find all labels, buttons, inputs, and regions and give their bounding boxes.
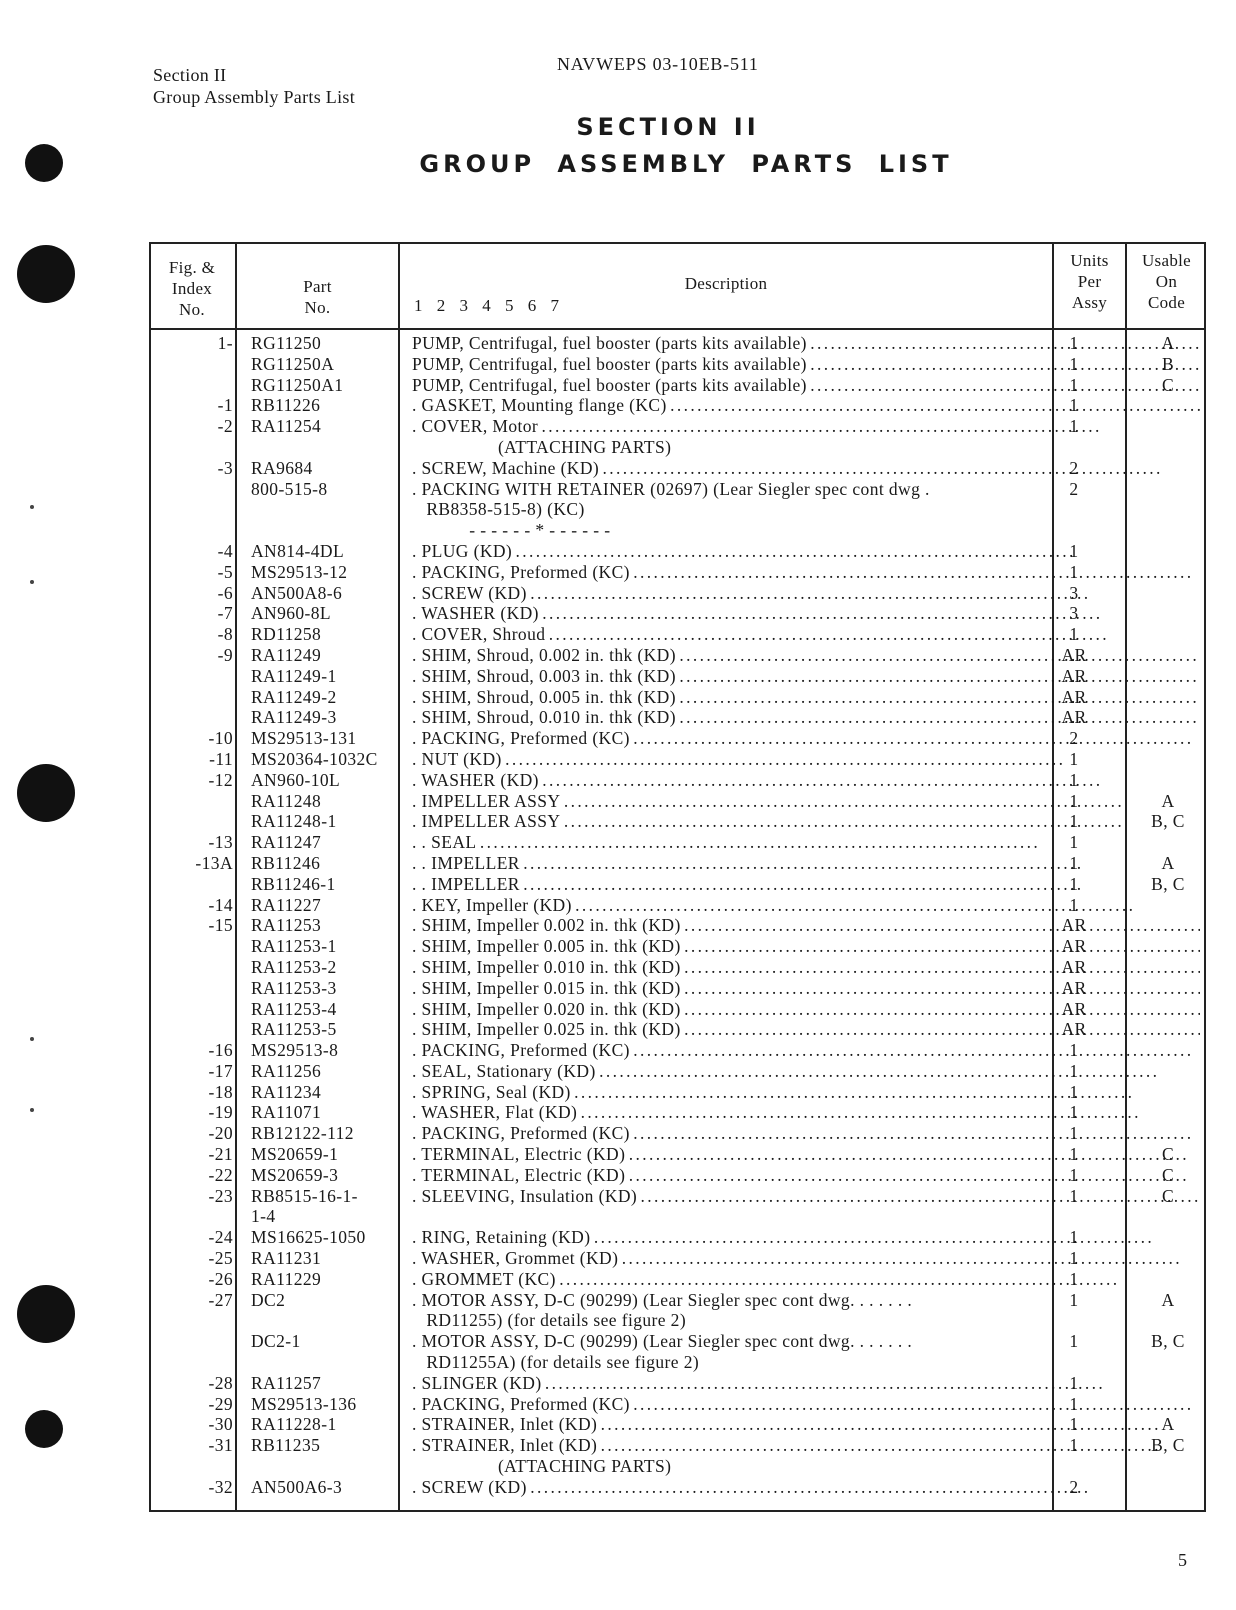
part-number-cell: RA11071: [251, 1102, 322, 1123]
table-row: [149, 333, 1206, 354]
units-per-assy-cell: 1: [1069, 1393, 1079, 1414]
description-cell: . SEAL, Stationary (KD) . . .: [412, 1061, 1200, 1082]
running-header: [153, 64, 355, 108]
description-cell: . RING, Retaining (KD) . . .: [412, 1227, 1200, 1248]
part-number-cell: RB8515-16-1-: [251, 1185, 358, 1206]
punch-hole: [17, 245, 75, 303]
description-cell: (ATTACHING PARTS): [412, 1456, 672, 1477]
col-header-units: Units Per Assy: [1070, 251, 1109, 312]
description-cell: . SHIM, Shroud, 0.003 in. thk (KD) . . .: [412, 666, 1200, 687]
table-row: [149, 395, 1206, 416]
table-row: [149, 978, 1206, 999]
part-number-cell: RB11226: [251, 395, 321, 416]
usable-on-code-cell: A: [1161, 852, 1175, 873]
units-per-assy-cell: 1: [1069, 1435, 1079, 1456]
part-number-cell: RA11253-4: [251, 998, 337, 1019]
section-label: Section II: [153, 65, 227, 85]
fig-index-cell: -11: [209, 748, 233, 769]
units-per-assy-cell: 1: [1069, 624, 1079, 645]
units-per-assy-cell: 1: [1069, 353, 1079, 374]
part-number-cell: RA11229: [251, 1268, 322, 1289]
part-number-cell: AN960-10L: [251, 769, 341, 790]
units-per-assy-cell: 1: [1069, 1040, 1079, 1061]
description-cell: . PACKING, Preformed (KC) . . .: [412, 562, 1200, 583]
table-row: [149, 1269, 1206, 1290]
part-number-cell: RA11248: [251, 790, 322, 811]
usable-on-code-cell: C: [1161, 1185, 1175, 1206]
description-cell: . WASHER, Flat (KD) . . .: [412, 1102, 1200, 1123]
table-row: [149, 1082, 1206, 1103]
table-row: [149, 1123, 1206, 1144]
part-number-cell: 800-515-8: [251, 478, 328, 499]
description-cell: . TERMINAL, Electric (KD) . . .: [412, 1144, 1200, 1165]
description-cell: . SHIM, Shroud, 0.010 in. thk (KD) . . .: [412, 707, 1200, 728]
units-per-assy-cell: 1: [1069, 1144, 1079, 1165]
table-row: [149, 499, 1206, 520]
part-number-cell: RD11258: [251, 624, 322, 645]
table-row: [149, 416, 1206, 437]
part-number-cell: RG11250A: [251, 353, 335, 374]
description-cell: . STRAINER, Inlet (KD) . . .: [412, 1414, 1200, 1435]
table-row: [149, 1165, 1206, 1186]
part-number-cell: AN960-8L: [251, 603, 331, 624]
table-row: [149, 1373, 1206, 1394]
description-cell: PUMP, Centrifugal, fuel booster (parts kits available) . . .: [412, 375, 1200, 396]
table-row: [149, 1061, 1206, 1082]
part-number-cell: MS20364-1032C: [251, 748, 378, 769]
description-cell: . SLINGER (KD) . . .: [412, 1373, 1200, 1394]
fig-index-cell: -2: [217, 416, 233, 437]
units-per-assy-cell: 1: [1069, 540, 1079, 561]
table-row: [149, 687, 1206, 708]
part-number-cell: MS29513-12: [251, 561, 348, 582]
part-number-cell: RA11256: [251, 1060, 322, 1081]
description-cell: PUMP, Centrifugal, fuel booster (parts kits available) . . .: [412, 333, 1200, 354]
usable-on-code-cell: A: [1161, 333, 1175, 353]
table-row: [149, 1477, 1206, 1498]
units-per-assy-cell: 3: [1069, 582, 1079, 603]
part-number-cell: RA11257: [251, 1372, 322, 1393]
units-per-assy-cell: 1: [1069, 1331, 1079, 1352]
description-cell: . IMPELLER ASSY . . .: [412, 811, 1200, 832]
punch-hole: [17, 764, 75, 822]
description-cell: . WASHER (KD) . . .: [412, 603, 1200, 624]
part-number-cell: RA11249: [251, 644, 322, 665]
table-row: [149, 520, 1206, 541]
part-number-cell: DC2-1: [251, 1331, 301, 1352]
part-number-cell: RB12122-112: [251, 1123, 354, 1144]
fig-index-cell: -5: [217, 561, 233, 582]
fig-index-cell: -13A: [195, 852, 233, 873]
part-number-cell: RA11248-1: [251, 811, 337, 832]
col-header-usable-code: Usable On Code: [1141, 251, 1191, 312]
fig-index-cell: -7: [217, 603, 233, 624]
description-cell: . SLEEVING, Insulation (KD) . . .: [412, 1186, 1200, 1207]
part-number-cell: RA11249-1: [251, 665, 337, 686]
description-cell: . PACKING, Preformed (KC) . . .: [412, 1123, 1200, 1144]
table-row: [149, 999, 1206, 1020]
usable-on-code-cell: A: [1161, 1289, 1175, 1310]
units-per-assy-cell: 1: [1069, 1123, 1079, 1144]
table-row: [149, 354, 1206, 375]
fig-index-cell: -23: [208, 1185, 233, 1206]
units-per-assy-cell: 1: [1069, 832, 1079, 853]
description-cell: . SCREW, Machine (KD) . . .: [412, 458, 1200, 479]
fig-index-cell: -32: [208, 1476, 233, 1497]
fig-index-cell: -19: [208, 1102, 233, 1123]
units-per-assy-cell: 1: [1069, 333, 1079, 353]
units-per-assy-cell: 1: [1069, 748, 1079, 769]
description-cell: . PLUG (KD) . . .: [412, 541, 1200, 562]
units-per-assy-cell: 2: [1069, 1476, 1079, 1497]
units-per-assy-cell: 1: [1069, 1227, 1079, 1248]
units-per-assy-cell: AR: [1061, 956, 1087, 977]
units-per-assy-cell: 1: [1069, 894, 1079, 915]
table-row: [149, 728, 1206, 749]
description-cell: . TERMINAL, Electric (KD) . . .: [412, 1165, 1200, 1186]
fig-index-cell: -24: [208, 1227, 233, 1248]
table-row: [149, 749, 1206, 770]
fig-index-cell: -6: [217, 582, 233, 603]
table-row: [149, 1186, 1206, 1207]
table-row: [149, 458, 1206, 479]
fig-index-cell: -17: [208, 1060, 233, 1081]
table-row: [149, 1206, 1206, 1227]
description-cell: . SPRING, Seal (KD) . . .: [412, 1082, 1200, 1103]
part-number-cell: RA11254: [251, 416, 322, 437]
units-per-assy-cell: AR: [1061, 998, 1087, 1019]
header-rule: [149, 328, 1206, 330]
part-number-cell: MS29513-131: [251, 728, 357, 749]
description-cell: (ATTACHING PARTS): [412, 436, 672, 457]
table-row: [149, 1227, 1206, 1248]
description-cell: . GROMMET (KC) . . .: [412, 1269, 1200, 1290]
usable-on-code-cell: B: [1161, 353, 1175, 374]
description-cell: . SHIM, Impeller 0.015 in. thk (KD) . . .: [412, 978, 1200, 999]
fig-index-cell: -26: [208, 1268, 233, 1289]
units-per-assy-cell: 1: [1069, 1372, 1079, 1393]
page-number: 5: [1178, 1550, 1187, 1570]
description-cell: . SHIM, Impeller 0.025 in. thk (KD) . . .: [412, 1019, 1200, 1040]
description-cell: . COVER, Motor . . .: [412, 416, 1200, 437]
table-row: [149, 853, 1206, 874]
fig-index-cell: -16: [208, 1040, 233, 1061]
fig-index-cell: -25: [208, 1248, 233, 1269]
table-row: [149, 1331, 1206, 1352]
units-per-assy-cell: 1: [1069, 852, 1079, 873]
units-per-assy-cell: 1: [1069, 1102, 1079, 1123]
units-per-assy-cell: AR: [1061, 686, 1087, 707]
table-row: [149, 791, 1206, 812]
table-row: [149, 583, 1206, 604]
description-cell: RD11255) (for details see figure 2): [412, 1310, 687, 1331]
description-cell: . GASKET, Mounting flange (KC) . . .: [412, 395, 1200, 416]
part-number-cell: MS16625-1050: [251, 1227, 366, 1248]
page-title-line1: SECTION II: [576, 113, 760, 141]
page-title-line2: GROUP ASSEMBLY PARTS LIST: [419, 150, 953, 178]
table-row: [149, 1414, 1206, 1435]
units-per-assy-cell: 1: [1069, 561, 1079, 582]
part-number-cell: MS20659-3: [251, 1164, 339, 1185]
usable-on-code-cell: B, C: [1151, 1435, 1185, 1456]
fig-index-cell: 1-: [217, 333, 233, 353]
table-row: [149, 437, 1206, 458]
scan-speck: [30, 580, 34, 584]
table-row: [149, 645, 1206, 666]
units-per-assy-cell: 1: [1069, 1081, 1079, 1102]
description-cell: . PACKING, Preformed (KC) . . .: [412, 1040, 1200, 1061]
description-cell: . NUT (KD) . . .: [412, 749, 1200, 770]
description-cell: PUMP, Centrifugal, fuel booster (parts kits available) . . .: [412, 354, 1200, 375]
part-number-cell: RA11253-3: [251, 977, 337, 998]
description-cell: . MOTOR ASSY, D-C (90299) (Lear Siegler spec cont dwg. . . . . . .: [412, 1289, 913, 1310]
description-cell: . WASHER (KD) . . .: [412, 770, 1200, 791]
part-number-cell: RA11249-2: [251, 686, 337, 707]
description-cell: . SHIM, Impeller 0.020 in. thk (KD) . . .: [412, 999, 1200, 1020]
usable-on-code-cell: C: [1161, 374, 1175, 395]
fig-index-cell: -12: [208, 769, 233, 790]
part-number-cell: RA11253-2: [251, 956, 337, 977]
scan-speck: [30, 505, 34, 509]
table-row: [149, 1144, 1206, 1165]
table-row: [149, 624, 1206, 645]
fig-index-cell: -13: [208, 832, 233, 853]
table-row: [149, 1394, 1206, 1415]
part-number-cell: RA11253-1: [251, 936, 337, 957]
description-cell: . SHIM, Shroud, 0.002 in. thk (KD) . . .: [412, 645, 1200, 666]
table-row: [149, 707, 1206, 728]
units-per-assy-cell: AR: [1061, 665, 1087, 686]
units-per-assy-cell: 1: [1069, 790, 1079, 811]
usable-on-code-cell: B, C: [1151, 873, 1185, 894]
table-row: [149, 666, 1206, 687]
fig-index-cell: -30: [208, 1414, 233, 1435]
part-number-cell: AN500A8-6: [251, 582, 343, 603]
units-per-assy-cell: 1: [1069, 1248, 1079, 1269]
units-per-assy-cell: AR: [1061, 915, 1087, 936]
part-number-cell: RA11234: [251, 1081, 322, 1102]
description-cell: - - - - - - * - - - - - -: [412, 520, 611, 541]
document-number: NAVWEPS 03-10EB-511: [557, 54, 759, 74]
table-row: [149, 1435, 1206, 1456]
parts-table-body: [149, 333, 1206, 1498]
part-number-cell: MS29513-8: [251, 1040, 339, 1061]
fig-index-cell: -21: [208, 1144, 233, 1165]
units-per-assy-cell: 1: [1069, 1268, 1079, 1289]
description-cell: RB8358-515-8) (KC): [412, 499, 585, 520]
part-number-cell: RG11250A1: [251, 374, 344, 395]
units-per-assy-cell: 1: [1069, 873, 1079, 894]
description-cell: . . IMPELLER . . .: [412, 874, 1200, 895]
units-per-assy-cell: AR: [1061, 977, 1087, 998]
part-number-cell: RA11247: [251, 832, 322, 853]
part-number-cell: DC2: [251, 1289, 286, 1310]
units-per-assy-cell: 1: [1069, 1185, 1079, 1206]
description-cell: . SCREW (KD) . . .: [412, 583, 1200, 604]
fig-index-cell: -20: [208, 1123, 233, 1144]
fig-index-cell: -18: [208, 1081, 233, 1102]
fig-index-cell: -1: [217, 395, 233, 416]
table-row: [149, 541, 1206, 562]
table-row: [149, 1019, 1206, 1040]
units-per-assy-cell: AR: [1061, 644, 1087, 665]
description-cell: . MOTOR ASSY, D-C (90299) (Lear Siegler spec cont dwg. . . . . . .: [412, 1331, 913, 1352]
usable-on-code-cell: A: [1161, 790, 1175, 811]
units-per-assy-cell: 2: [1069, 728, 1079, 749]
fig-index-cell: -28: [208, 1372, 233, 1393]
fig-index-cell: -3: [217, 457, 233, 478]
units-per-assy-cell: AR: [1061, 936, 1087, 957]
fig-index-cell: -10: [208, 728, 233, 749]
punch-hole: [25, 1410, 63, 1448]
description-cell: . IMPELLER ASSY . . .: [412, 791, 1200, 812]
table-row: [149, 874, 1206, 895]
part-number-cell: RA11253: [251, 915, 322, 936]
description-cell: . SHIM, Shroud, 0.005 in. thk (KD) . . .: [412, 687, 1200, 708]
description-cell: . WASHER, Grommet (KD) . . .: [412, 1248, 1200, 1269]
table-row: [149, 1040, 1206, 1061]
part-number-cell: 1-4: [251, 1206, 276, 1227]
part-number-cell: MS29513-136: [251, 1393, 357, 1414]
fig-index-cell: -27: [208, 1289, 233, 1310]
description-cell: . SCREW (KD) . . .: [412, 1477, 1200, 1498]
description-cell: . KEY, Impeller (KD) . . .: [412, 895, 1200, 916]
fig-index-cell: -4: [217, 540, 233, 561]
units-per-assy-cell: 1: [1069, 769, 1079, 790]
description-cell: . PACKING, Preformed (KC) . . .: [412, 1394, 1200, 1415]
fig-index-cell: -31: [208, 1435, 233, 1456]
usable-on-code-cell: A: [1161, 1414, 1175, 1435]
part-number-cell: MS20659-1: [251, 1144, 339, 1165]
part-number-cell: AN814-4DL: [251, 540, 345, 561]
fig-index-cell: -29: [208, 1393, 233, 1414]
table-row: [149, 562, 1206, 583]
punch-hole: [17, 1285, 75, 1343]
table-row: [149, 375, 1206, 396]
description-cell: . COVER, Shroud . . .: [412, 624, 1200, 645]
fig-index-cell: -9: [217, 644, 233, 665]
table-row: [149, 1102, 1206, 1123]
section-title: Group Assembly Parts List: [153, 87, 356, 107]
part-number-cell: RA11249-3: [251, 707, 337, 728]
description-cell: . PACKING WITH RETAINER (02697) (Lear Siegler spec cont dwg .: [412, 478, 930, 499]
scan-speck: [30, 1108, 34, 1112]
units-per-assy-cell: AR: [1061, 1019, 1087, 1040]
table-row: [149, 832, 1206, 853]
table-row: [149, 479, 1206, 500]
part-number-cell: RB11235: [251, 1435, 321, 1456]
description-cell: . STRAINER, Inlet (KD) . . .: [412, 1435, 1200, 1456]
usable-on-code-cell: C: [1161, 1164, 1175, 1185]
units-per-assy-cell: 1: [1069, 1414, 1079, 1435]
part-number-cell: RA11253-5: [251, 1019, 337, 1040]
col-header-description: Description: [684, 274, 768, 293]
usable-on-code-cell: B, C: [1151, 811, 1185, 832]
part-number-cell: RG11250: [251, 333, 322, 353]
table-row: [149, 770, 1206, 791]
table-row: [149, 1456, 1206, 1477]
table-row: [149, 811, 1206, 832]
col-header-part-no: Part No.: [303, 277, 332, 317]
units-per-assy-cell: 2: [1069, 457, 1079, 478]
units-per-assy-cell: 1: [1069, 1060, 1079, 1081]
units-per-assy-cell: 1: [1069, 374, 1079, 395]
col-header-fig-index: Fig. & Index No.: [168, 258, 216, 319]
units-per-assy-cell: AR: [1061, 707, 1087, 728]
units-per-assy-cell: 1: [1069, 1164, 1079, 1185]
table-row: [149, 936, 1206, 957]
units-per-assy-cell: 3: [1069, 603, 1079, 624]
table-row: [149, 603, 1206, 624]
table-row: [149, 1352, 1206, 1373]
description-cell: RD11255A) (for details see figure 2): [412, 1352, 700, 1373]
table-row: [149, 1290, 1206, 1311]
units-per-assy-cell: 2: [1069, 478, 1079, 499]
units-per-assy-cell: 1: [1069, 1289, 1079, 1310]
scan-speck: [30, 1037, 34, 1041]
part-number-cell: RA11227: [251, 894, 322, 915]
part-number-cell: RA11231: [251, 1248, 322, 1269]
usable-on-code-cell: C: [1161, 1144, 1175, 1165]
fig-index-cell: -15: [208, 915, 233, 936]
description-cell: . . IMPELLER . . .: [412, 853, 1200, 874]
part-number-cell: AN500A6-3: [251, 1476, 343, 1497]
indent-level-digits: 1 2 3 4 5 6 7: [414, 296, 564, 315]
part-number-cell: RB11246-1: [251, 873, 336, 894]
description-cell: . . SEAL . . .: [412, 832, 1200, 853]
table-row: [149, 1248, 1206, 1269]
description-cell: . SHIM, Impeller 0.002 in. thk (KD) . . .: [412, 915, 1200, 936]
table-row: [149, 1310, 1206, 1331]
table-row: [149, 915, 1206, 936]
units-per-assy-cell: 1: [1069, 811, 1079, 832]
description-cell: . SHIM, Impeller 0.005 in. thk (KD) . . .: [412, 936, 1200, 957]
units-per-assy-cell: 1: [1069, 395, 1079, 416]
fig-index-cell: -22: [208, 1164, 233, 1185]
fig-index-cell: -14: [208, 894, 233, 915]
part-number-cell: RB11246: [251, 852, 321, 873]
part-number-cell: RA9684: [251, 457, 313, 478]
description-cell: . SHIM, Impeller 0.010 in. thk (KD) . . .: [412, 957, 1200, 978]
table-row: [149, 895, 1206, 916]
usable-on-code-cell: B, C: [1151, 1331, 1185, 1352]
units-per-assy-cell: 1: [1069, 416, 1079, 437]
table-row: [149, 957, 1206, 978]
part-number-cell: RA11228-1: [251, 1414, 337, 1435]
description-cell: . PACKING, Preformed (KC) . . .: [412, 728, 1200, 749]
fig-index-cell: -8: [217, 624, 233, 645]
